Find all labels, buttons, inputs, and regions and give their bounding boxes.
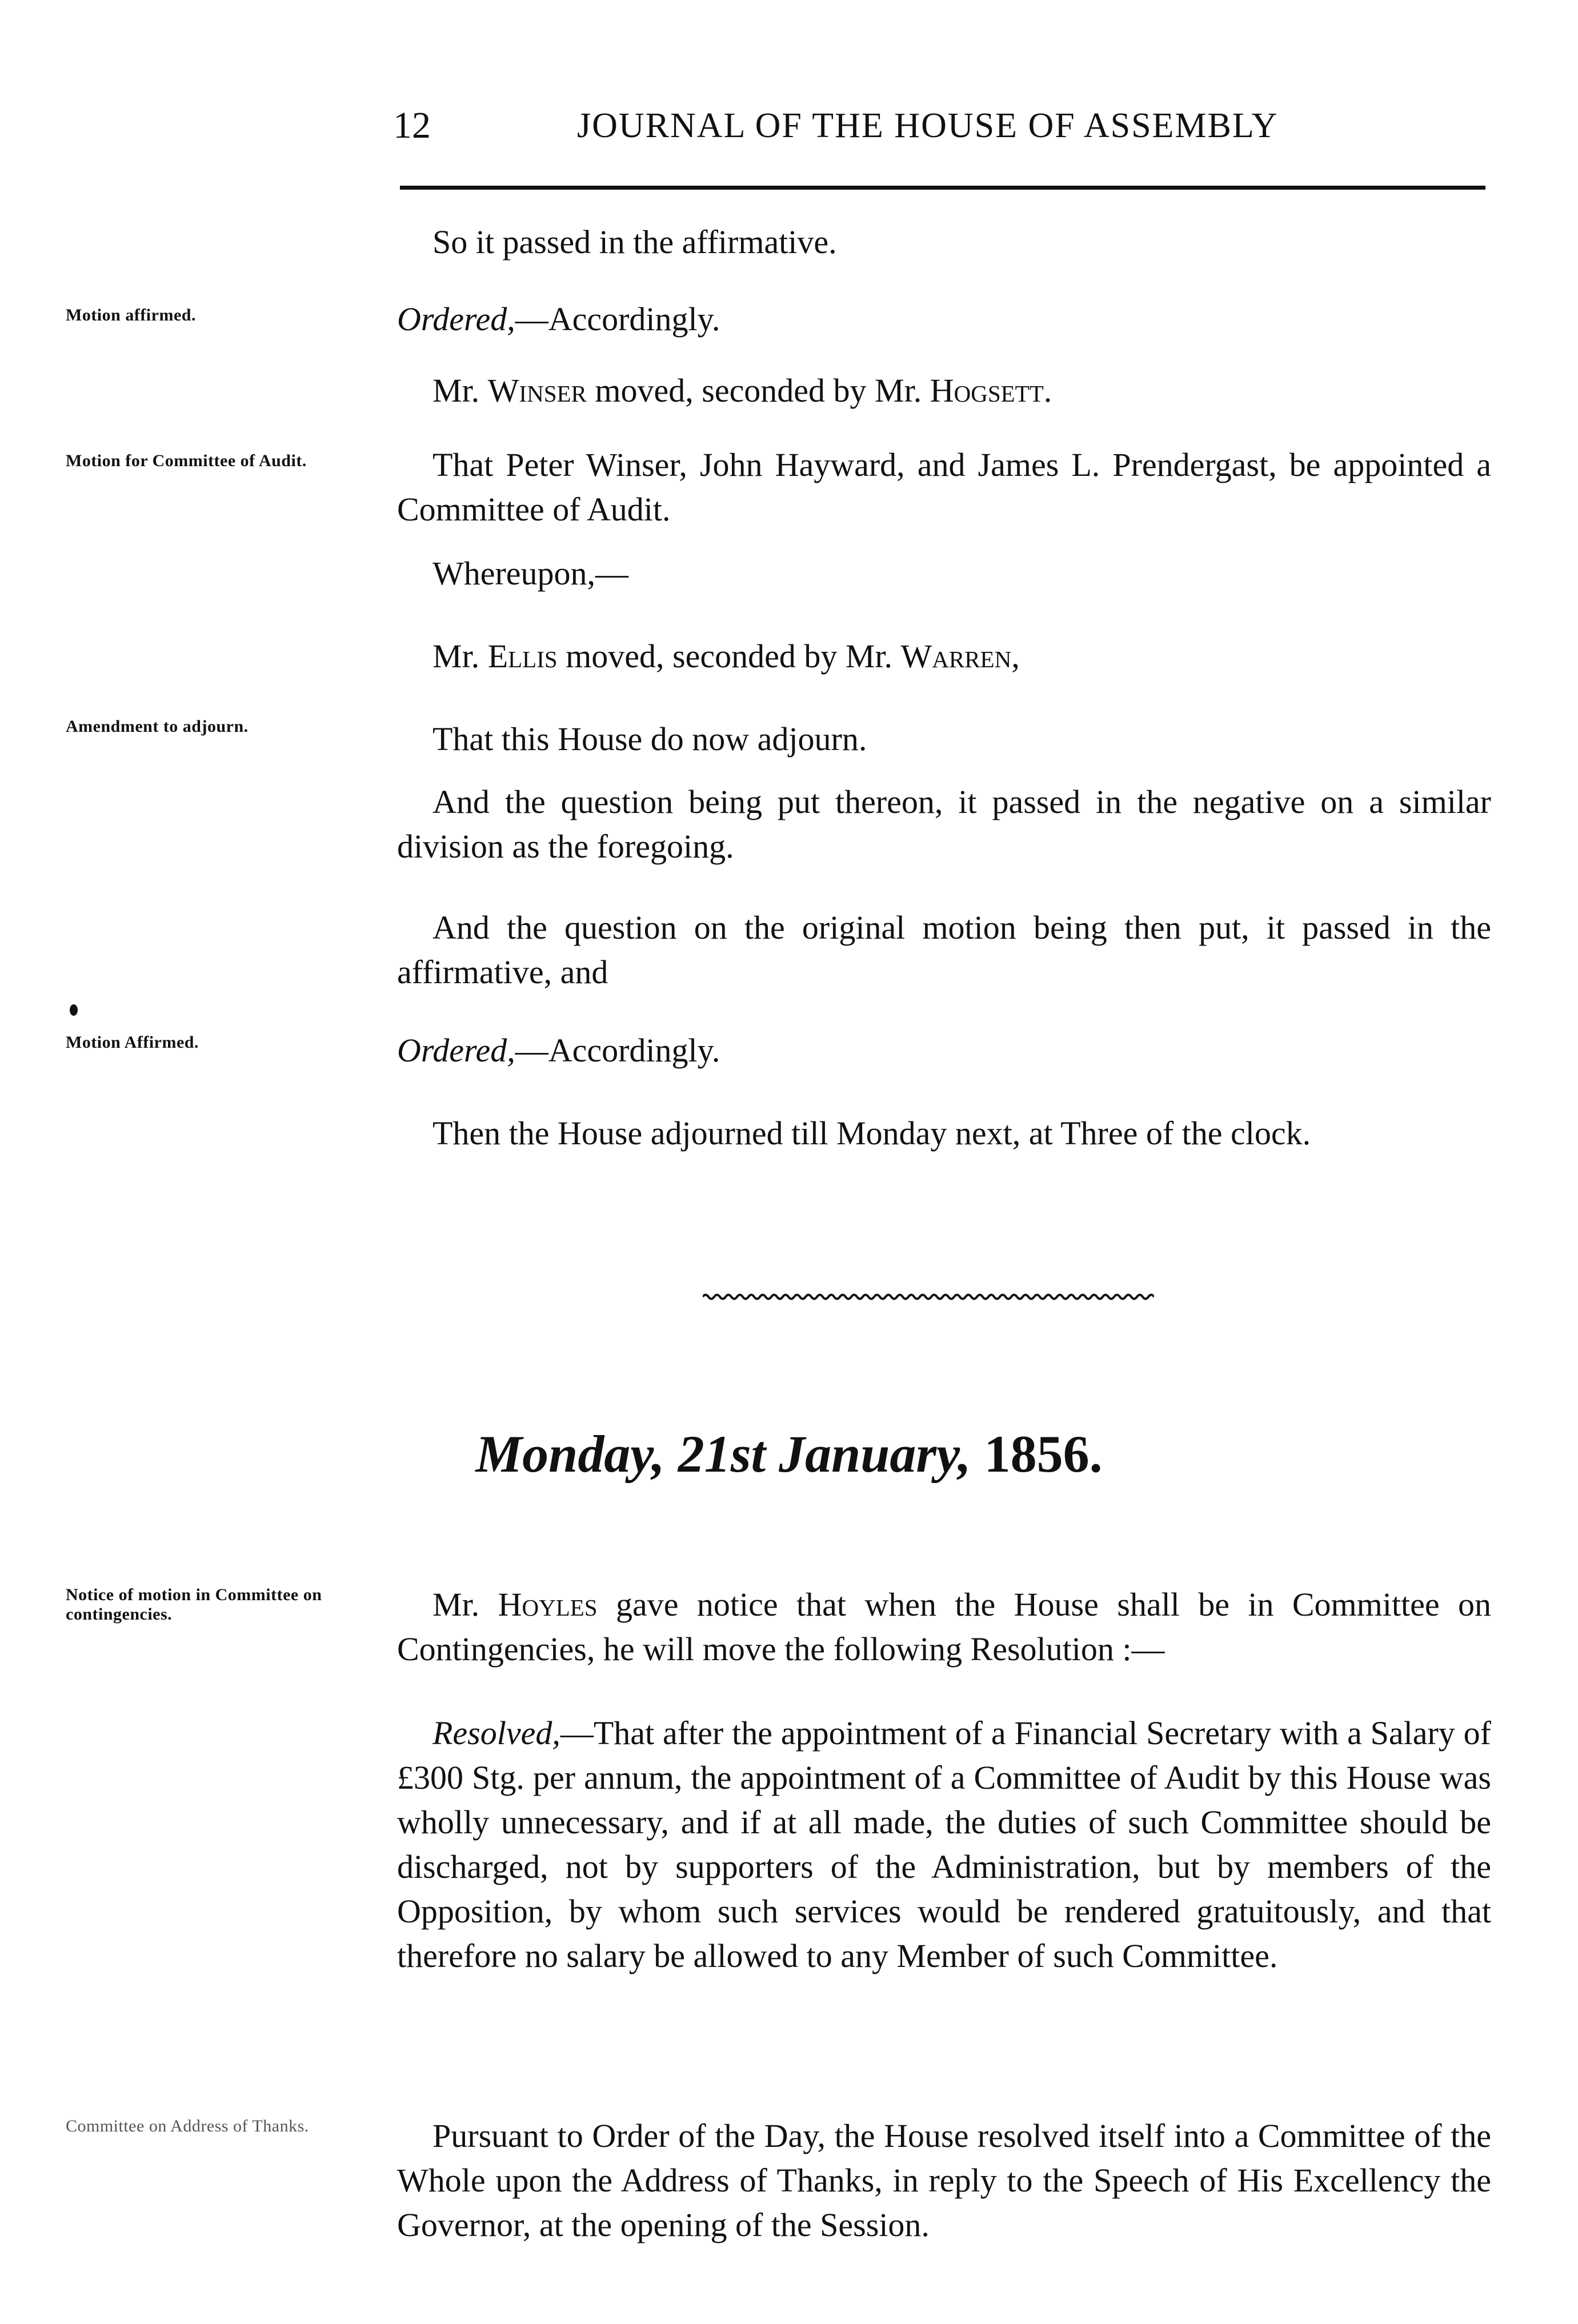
paragraph-ordered-1 <box>397 297 1491 342</box>
text-fragment: . <box>1043 372 1052 409</box>
running-title: JOURNAL OF THE HOUSE OF ASSEMBLY <box>577 106 1279 145</box>
paragraph-ordered-2 <box>397 1028 1491 1073</box>
paragraph-order-of-the-day: Pursuant to Order of the Day, the House resolved itself into a Committee of the Whole upon the Address of Thanks, in reply to the Speech of His Excellency the Governor, at the opening of the Session. <box>397 2117 1491 2243</box>
text-fragment: Mr. <box>432 638 488 675</box>
margin-note-notice-of-motion: Notice of motion in Committee on contingencies. <box>66 1585 322 1624</box>
date-heading-day: Monday, 21st January, <box>475 1425 971 1483</box>
paragraph-adjourn: That this House do now adjourn. <box>432 720 867 758</box>
bullet-mark <box>70 1004 78 1016</box>
margin-note-motion-affirmed: Motion affirmed. <box>66 306 196 324</box>
paragraph-question-negative: And the question being put thereon, it passed in the negative on a similar division as the foregoing. <box>397 783 1491 865</box>
text-fragment: moved, seconded by Mr. <box>586 372 930 409</box>
resolved-text: —That after the appointment of a Financial Secretary with a Salary of £300 Stg. per annum, the appointment of a Committee of Audit by this House was wholly unnecessary, and if at all made, the duties of such Committee should be discharged, not by supporters of the Administration, but by members of the Opposition, by whom such services would be rendered gratuitously, and that therefore no salary be allowed to any Member of such Committee. <box>397 1714 1491 1974</box>
header-rule <box>400 186 1485 190</box>
text-fragment: moved, seconded by Mr. <box>557 638 901 675</box>
date-heading <box>0 1423 1578 1485</box>
member-name-warren: Warren <box>900 638 1012 675</box>
member-name-winser: Winser <box>487 372 587 409</box>
margin-note-motion-affirmed-2: Motion Affirmed. <box>66 1033 199 1052</box>
paragraph-winser-moved <box>397 368 1491 413</box>
ordered-text: —Accordingly. <box>515 1032 720 1069</box>
ordered-text: —Accordingly. <box>515 300 720 338</box>
resolved-label: Resolved, <box>432 1714 560 1752</box>
margin-note-committee-of-audit: Motion for Committee of Audit. <box>66 451 307 470</box>
ordered-label: Ordered, <box>397 1032 515 1069</box>
paragraph-original-motion: And the question on the original motion being then put, it passed in the affirmative, and <box>397 909 1491 991</box>
paragraph-whereupon: Whereupon,— <box>432 555 629 592</box>
paragraph-house-adjourned: Then the House adjourned till Monday next, at Three of the clock. <box>432 1115 1311 1152</box>
paragraph-hoyles-notice <box>397 1582 1491 1672</box>
margin-note-amendment-to-adjourn: Amendment to adjourn. <box>66 717 249 736</box>
member-name-hoyles: Hoyles <box>498 1586 598 1623</box>
margin-note-committee-on-address: Committee on Address of Thanks. <box>66 2117 309 2135</box>
date-heading-year: 1856. <box>971 1425 1103 1483</box>
member-name-hogsett: Hogsett <box>930 372 1044 409</box>
ordered-label: Ordered, <box>397 300 515 338</box>
section-divider <box>703 1293 1154 1301</box>
page-number: 12 <box>393 105 431 146</box>
text-fragment: gave notice that when the House shall be in Committee on Contingencies, he will move the following Resolution :— <box>397 1586 1491 1668</box>
page-header <box>0 103 1578 149</box>
paragraph-ellis-moved <box>397 634 1491 679</box>
paragraph-committee-of-audit: That Peter Winser, John Hayward, and James L. Prendergast, be appointed a Committee of Audit. <box>397 446 1491 528</box>
paragraph-resolved <box>397 1711 1491 1978</box>
text-fragment: , <box>1011 638 1020 675</box>
paragraph-passed-affirmative: So it passed in the affirmative. <box>432 223 837 261</box>
text-fragment: Mr. <box>432 1586 498 1623</box>
member-name-ellis: Ellis <box>487 638 558 675</box>
text-fragment: Mr. <box>432 372 488 409</box>
